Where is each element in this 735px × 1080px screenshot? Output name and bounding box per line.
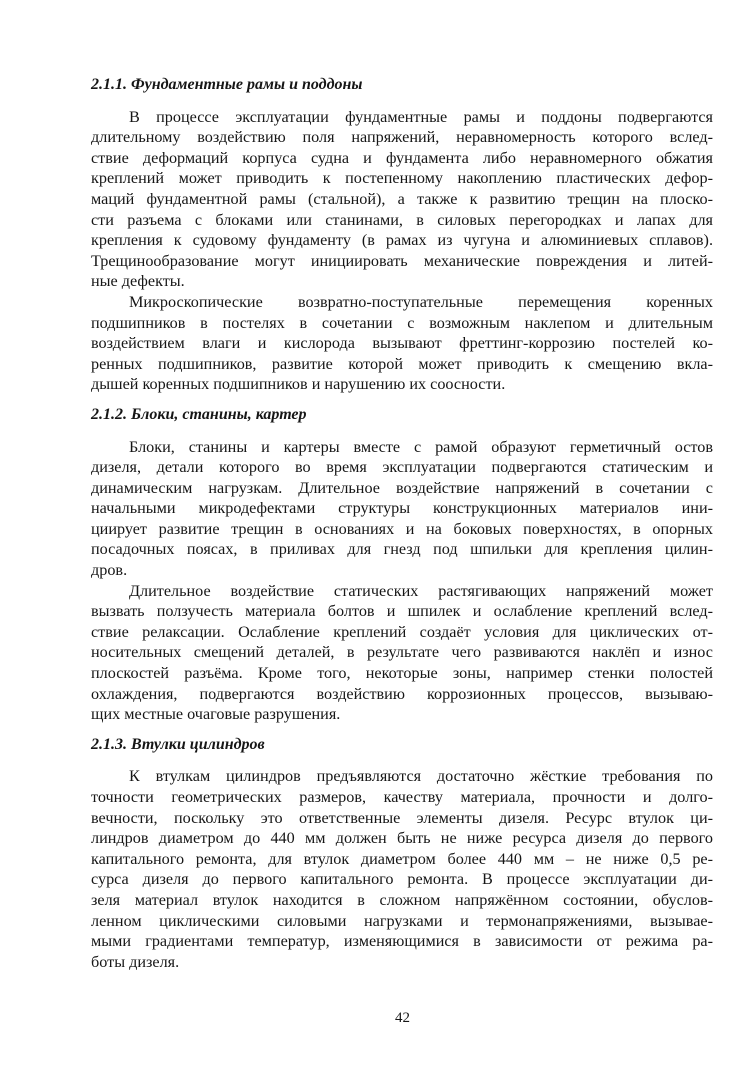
- text-line: плоскостей разъёма. Кроме того, некоторые зоны, например стенки полостей: [91, 664, 713, 683]
- text-line: капитального ремонта, для втулок диаметром более 440 мм – не ниже 0,5 ре-: [91, 849, 713, 868]
- text-line: начальными микродефектами структуры конструкционных материалов ини-: [91, 499, 713, 518]
- text-line: ленном циклическими силовыми нагрузками и термонапряжениями, вызывае-: [91, 911, 713, 930]
- text-line: точности геометрических размеров, качеству материала, прочности и долго-: [91, 788, 713, 806]
- text-line: вызвать ползучесть материала болтов и шпилек и ослабление креплений вслед-: [91, 602, 713, 621]
- text-line: Микроскопические возвратно-поступательные перемещения коренных: [129, 292, 713, 311]
- text-line: ренных подшипников, развитие которой может приводить к смещению вкла-: [91, 354, 713, 373]
- text-line: посадочных поясах, в приливах для гнезд под шпильки для крепления цилин-: [91, 540, 713, 559]
- text-line: зеля материал втулок находится в сложном напряжённом состоянии, обуслов-: [91, 890, 713, 909]
- text-line: длительному воздействию поля напряжений, неравномерность которого вслед-: [91, 128, 713, 147]
- text-line: Блоки, станины и картеры вместе с рамой образуют герметичный остов: [129, 437, 713, 456]
- section-heading: 2.1.1. Фундаментные рамы и поддоны: [91, 76, 363, 93]
- text-line: ствие релаксации. Ослабление креплений создаёт условия для циклических от-: [91, 622, 713, 641]
- text-line: боты дизеля.: [91, 952, 180, 971]
- text-line: воздействием влаги и кислорода вызывают фреттинг-коррозию постелей ко-: [91, 334, 713, 353]
- text-line: К втулкам цилиндров предъявляются достаточно жёсткие требования по: [129, 767, 713, 786]
- text-line: охлаждения, подвергаются воздействию коррозионных процессов, вызываю-: [91, 684, 713, 703]
- text-line: ные дефекты.: [91, 272, 185, 291]
- text-line: ствие деформаций корпуса судна и фундамента либо неравномерного обжатия: [91, 148, 713, 167]
- text-line: циирует развитие трещин в основаниях и на боковых поверхностях, в опорных: [91, 519, 713, 538]
- paragraph: [91, 292, 713, 395]
- text-line: Трещинообразование могут инициировать механические повреждения и литей-: [91, 251, 713, 270]
- section-heading: 2.1.2. Блоки, станины, картер: [91, 405, 307, 423]
- text-line: В процессе эксплуатации фундаментные рамы и поддоны подвергаются: [129, 107, 713, 126]
- text-line: мыми градиентами температур, изменяющимися в зависимости от режима ра-: [91, 932, 713, 951]
- text-line: линдров диаметром до 440 мм должен быть не ниже ресурса дизеля до первого: [91, 829, 713, 848]
- section-heading: 2.1.3. Втулки цилиндров: [91, 735, 265, 753]
- text-line: креплений может приводить к постепенному накоплению пластических дефор-: [91, 169, 713, 188]
- text-line: носительных смещений деталей, в результате чего развиваются наклёп и износ: [91, 643, 713, 662]
- text-line: дизеля, детали которого во время эксплуатации подвергаются статическим и: [91, 458, 713, 477]
- text-line: маций фундаментной рамы (стальной), а также к развитию трещин на плоско-: [91, 189, 713, 208]
- text-line: сти разъема с блоками или станинами, в силовых перегородках и лапах для: [91, 210, 713, 229]
- text-line: подшипников в постелях в сочетании с возможным наклепом и длительным: [91, 313, 713, 332]
- paragraph: [91, 107, 713, 292]
- text-line: сурса дизеля до первого капитального ремонта. В процессе эксплуатации ди-: [91, 870, 713, 889]
- text-line: дышей коренных подшипников и нарушению их соосности.: [91, 375, 506, 394]
- text-line: щих местные очаговые разрушения.: [91, 705, 341, 724]
- page-number: 42: [395, 1010, 410, 1026]
- document-page: [91, 75, 713, 972]
- paragraph: [91, 581, 713, 725]
- text-line: крепления к судовому фундаменту (в рамах из чугуна и алюминиевых сплавов).: [91, 231, 713, 250]
- paragraph: [91, 437, 713, 581]
- text-line: динамическим нагрузкам. Длительное воздействие напряжений в сочетании с: [91, 478, 713, 497]
- text-line: вечности, поскольку это ответственные элементы дизеля. Ресурс втулок ци-: [91, 808, 713, 827]
- text-line: Длительное воздействие статических растягивающих напряжений может: [129, 581, 713, 600]
- paragraph: [91, 766, 713, 972]
- text-line: дров.: [91, 561, 128, 580]
